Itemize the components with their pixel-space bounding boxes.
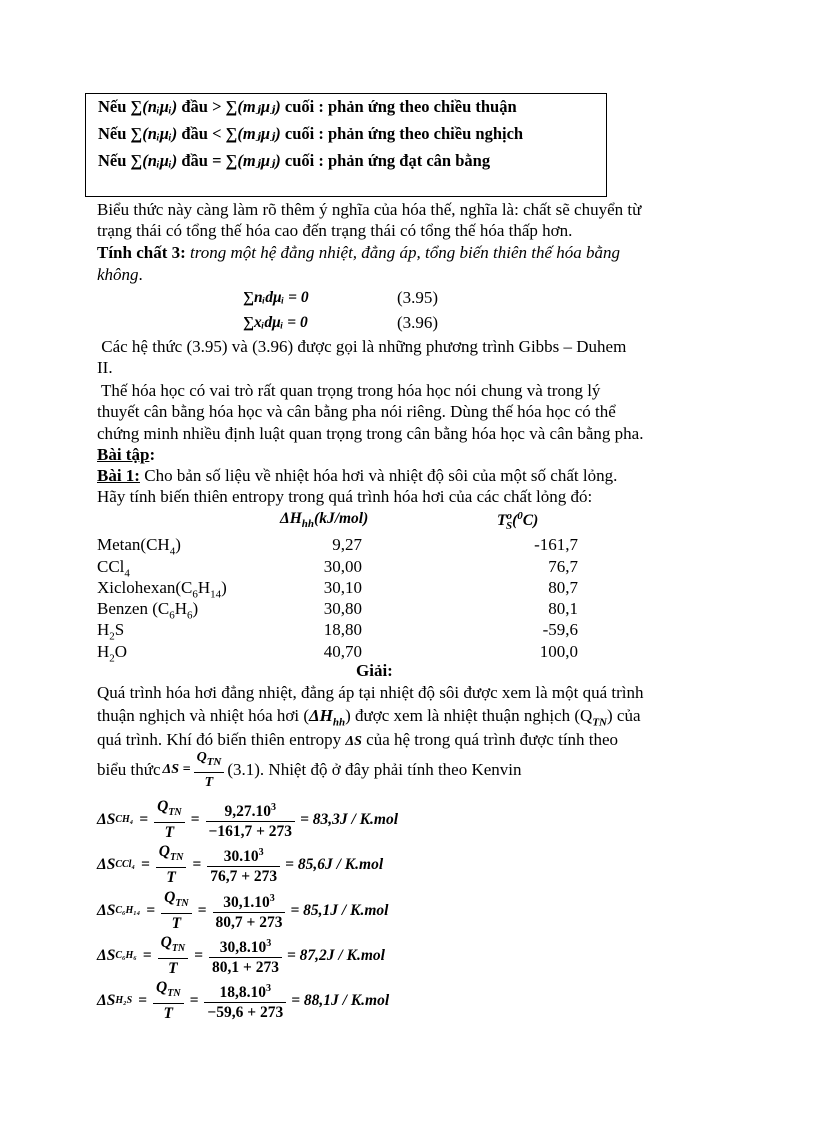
enthalpy-value: 40,70 — [323, 642, 362, 661]
boiling-point-value: -59,6 — [542, 620, 578, 639]
substance-name: CCl$_4$ — [97, 557, 130, 580]
boiling-point-value: -161,7 — [534, 535, 578, 554]
eq-395-expr: ∑nᵢdμᵢ = 0 — [243, 289, 309, 306]
boiling-point-value: 100,0 — [539, 642, 578, 661]
eq-396-number: (3.96) — [397, 313, 439, 332]
property3-line2: không. — [97, 265, 143, 284]
enthalpy-value: 18,80 — [323, 620, 362, 639]
property3-line1: Tính chất 3: trong một hệ đẳng nhiệt, đẳng áp, tổng biến thiên thế hóa bằng — [97, 243, 621, 262]
boiling-point-value: 76,7 — [548, 557, 578, 576]
formula-fraction: $\frac{Q_{TN}}{T}$ — [194, 748, 225, 792]
substance-name: $H_2S$ — [97, 620, 125, 643]
substance-name: $Metan(CH_4)$ — [97, 535, 181, 558]
substance-name: $Xiclohexan(C_6H_{14})$ — [97, 578, 227, 601]
entropy-equation: ΔS C₆H₁₄ = $\frac{Q_{TN}}{T}$ = $\frac{30,1.10^3}{80,7 + 273}$ = 85,1J / K.mol — [97, 889, 389, 933]
bai1-line1: Bài 1: Cho bản số liệu về nhiệt hóa hơi và nhiệt độ sôi của một số chất lỏng. — [97, 466, 618, 485]
enthalpy-value: 30,00 — [323, 557, 362, 576]
substance-name: $H_2O$ — [97, 642, 128, 665]
eq-395-number: (3.95) — [397, 288, 439, 307]
box-line-3: Nếu ∑(nᵢμᵢ) đầu = ∑(mⱼμⱼ) cuối : phản ứng đạt cân bằng — [98, 151, 491, 170]
bai1-line2: Hãy tính biến thiên entropy trong quá trình hóa hơi của các chất lỏng đó: — [97, 487, 593, 506]
para2-line1: Các hệ thức (3.95) và (3.96) được gọi là những phương trình Gibbs – Duhem — [97, 337, 627, 356]
eq-396-expr: ∑xᵢdμᵢ = 0 — [243, 314, 308, 331]
entropy-equation: ΔS C₆H₆ = $\frac{Q_{TN}}{T}$ = $\frac{30,8.10^3}{80,1 + 273}$ = 87,2J / K.mol — [97, 934, 385, 978]
boiling-point-value: 80,7 — [548, 578, 578, 597]
para3-line3: chứng minh nhiều định luật quan trọng trong cân bằng hóa học và cân bằng pha. — [97, 424, 644, 443]
box-line-2: Nếu ∑(nᵢμᵢ) đầu < ∑(mⱼμⱼ) cuối : phản ứng theo chiều nghịch — [98, 124, 524, 143]
solution-heading: Giải: — [356, 661, 393, 680]
solution-line2: thuận nghịch và nhiệt hóa hơi $(\Delta H_{hh})$ được xem là nhiệt thuận nghịch $(Q_{TN})$ của — [97, 706, 641, 729]
solution-line4: biểu thức ΔS = $\frac{Q_{TN}}{T}$ (3.1). Nhiệt độ ở đây phải tính theo Kenvin — [97, 750, 522, 790]
solution-line1: Quá trình hóa hơi đẳng nhiệt, đẳng áp tại nhiệt độ sôi được xem là một quá trình — [97, 683, 644, 702]
condition-box — [85, 93, 607, 197]
exercises-heading: Bài tập: — [97, 445, 156, 464]
entropy-equation: ΔS CCl₄ = $\frac{Q_{TN}}{T}$ = $\frac{30.10^3}{76,7 + 273}$ = 85,6J / K.mol — [97, 843, 384, 887]
enthalpy-value: 9,27 — [332, 535, 362, 554]
para2-line2: II. — [97, 358, 113, 377]
entropy-equation: ΔS CH₄ = $\frac{Q_{TN}}{T}$ = $\frac{9,27.10^3}{-161,7 + 273}$ = 83,3J / K.mol — [97, 798, 399, 842]
para1-line2: trạng thái có tổng thế hóa cao đến trạng thái có tổng thế hóa thấp hơn. — [97, 221, 573, 240]
entropy-equation: ΔS H₂S = $\frac{Q_{TN}}{T}$ = $\frac{18,8.10^3}{-59,6 + 273}$ = 88,1J / K.mol — [97, 979, 390, 1023]
boiling-point-value: 80,1 — [548, 599, 578, 618]
enthalpy-value: 30,10 — [323, 578, 362, 597]
para3-line1: Thế hóa học có vai trò rất quan trọng trong hóa học nói chung và trong lý — [97, 381, 601, 400]
enthalpy-value: 30,80 — [323, 599, 362, 618]
solution-line3: quá trình. Khí đó biến thiên entropy ΔS của hệ trong quá trình được tính theo — [97, 730, 619, 749]
col-ts-header: $T^o_S(^0C)$ — [497, 510, 539, 533]
substance-name: Benzen $(C_6H_6)$ — [97, 599, 199, 622]
para3-line2: thuyết cân bằng hóa học và cân bằng pha nói riêng. Dùng thế hóa học có thể — [97, 402, 616, 421]
para1-line1: Biểu thức này càng làm rõ thêm ý nghĩa của hóa thế, nghĩa là: chất sẽ chuyển từ — [97, 200, 642, 219]
box-line-1: Nếu ∑(nᵢμᵢ) đầu > ∑(mⱼμⱼ) cuối : phản ứng theo chiều thuận — [98, 97, 517, 116]
col-dh-header: $\Delta H_{hh}(kJ/mol)$ — [280, 510, 369, 531]
